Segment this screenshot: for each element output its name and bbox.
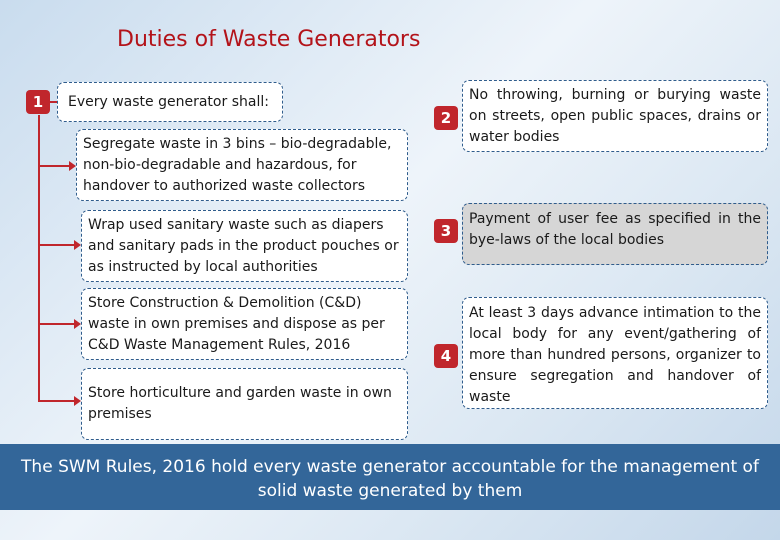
number-badge-2: 2 xyxy=(434,106,458,130)
duty-user-fee-text: Payment of user fee as specified in the bye-laws of the local bodies xyxy=(469,211,761,248)
tree-connector-line xyxy=(38,115,40,401)
number-badge-3: 3 xyxy=(434,219,458,243)
duty-event-intimation-box xyxy=(462,297,768,409)
duty-cd-waste-text: Store Construction & Demolition (C&D) waste in own premises and dispose as per C&D Waste Management Rules, 2016 xyxy=(88,295,385,353)
connector-item-2 xyxy=(38,244,74,246)
footer-text: The SWM Rules, 2016 hold every waste generator accountable for the management of solid waste generated by them xyxy=(21,457,759,501)
duty-user-fee-box xyxy=(462,203,768,265)
arrow-item-1 xyxy=(69,161,76,171)
connector-item-4 xyxy=(38,400,74,402)
duty-sanitary-text: Wrap used sanitary waste such as diapers and sanitary pads in the product pouches or as instructed by local authorities xyxy=(88,217,399,275)
number-badge-1: 1 xyxy=(26,90,50,114)
connector-item-3 xyxy=(38,323,74,325)
page-title: Duties of Waste Generators xyxy=(117,27,421,52)
duty-segregate-box xyxy=(76,129,408,201)
duty-cd-waste-box xyxy=(81,288,408,360)
arrow-item-4 xyxy=(74,396,81,406)
arrow-item-2 xyxy=(74,240,81,250)
generator-header-text: Every waste generator shall: xyxy=(68,94,269,110)
generator-header-box xyxy=(57,82,283,122)
duty-no-littering-box xyxy=(462,80,768,152)
duty-horticulture-box xyxy=(81,368,408,440)
duty-no-littering-text: No throwing, burning or burying waste on streets, open public spaces, drains or water bodies xyxy=(469,87,761,145)
connector-item-1 xyxy=(38,165,69,167)
duty-sanitary-box xyxy=(81,210,408,282)
footer-banner xyxy=(0,444,780,510)
duty-segregate-text: Segregate waste in 3 bins – bio-degradable, non-bio-degradable and hazardous, for handover to authorized waste collectors xyxy=(83,136,392,194)
arrow-item-3 xyxy=(74,319,81,329)
duty-horticulture-text: Store horticulture and garden waste in own premises xyxy=(88,385,392,422)
duty-event-intimation-text: At least 3 days advance intimation to the local body for any event/gathering of more than hundred persons, organizer to ensure segregation and handover of waste xyxy=(469,305,761,405)
number-badge-4: 4 xyxy=(434,344,458,368)
